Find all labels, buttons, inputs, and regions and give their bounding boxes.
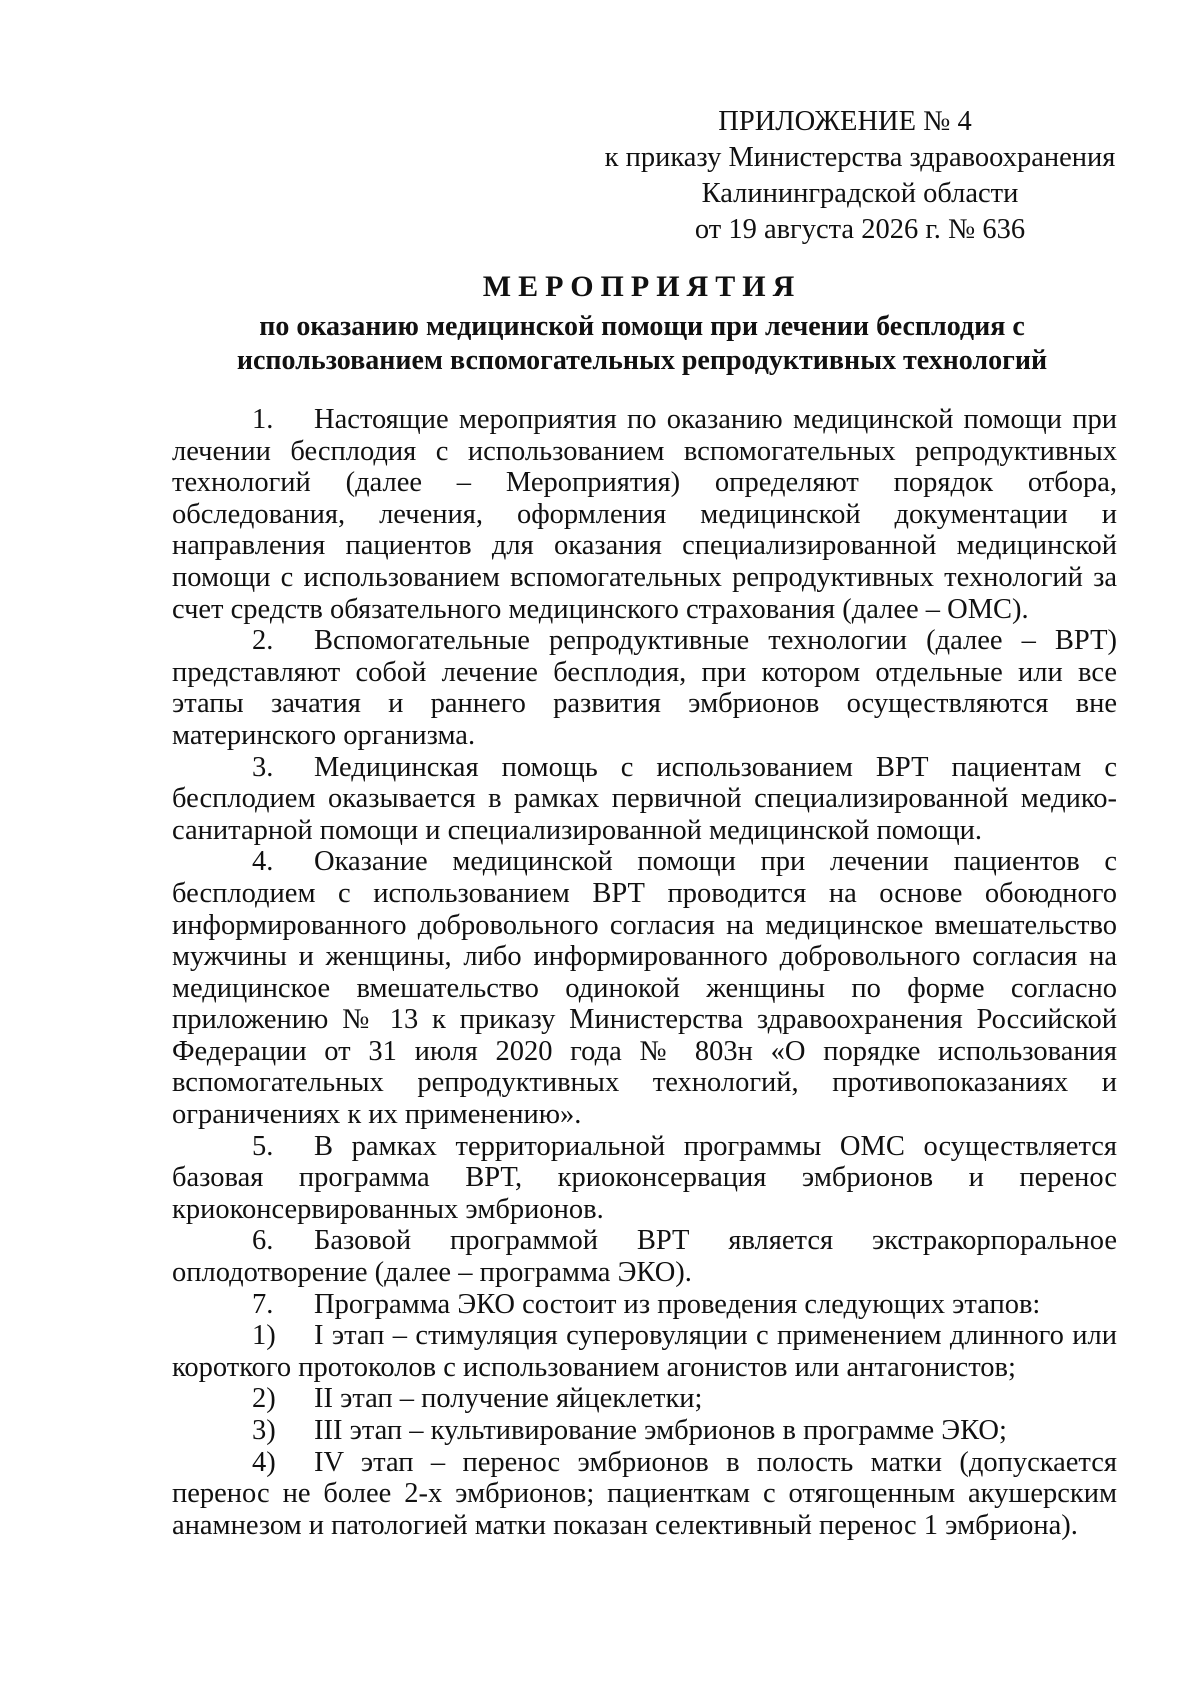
document-body xyxy=(172,404,1117,1541)
list-item-text: III этап – культивирование эмбрионов в программе ЭКО; xyxy=(314,1415,1007,1446)
paragraph xyxy=(172,752,1117,847)
paragraph-text: Медицинская помощь с использованием ВРТ пациентам с бесплодием оказывается в рамках первичной специализированной медико-санитарной помощи и специализированной медицинской помощи. xyxy=(172,751,1117,846)
appendix-order-line: к приказу Министерства здравоохранения xyxy=(604,142,1116,173)
paragraph xyxy=(172,1131,1117,1226)
list-item-number: 1) xyxy=(252,1320,276,1352)
appendix-date-line: от 19 августа 2026 г. № 636 xyxy=(694,214,1026,245)
paragraph-text: Программа ЭКО состоит из проведения следующих этапов: xyxy=(314,1288,1041,1320)
list-item xyxy=(172,1447,1117,1542)
list-item-number: 4) xyxy=(252,1446,276,1478)
paragraph xyxy=(172,404,1117,625)
paragraph-text: Оказание медицинской помощи при лечении пациентов с бесплодием с использованием ВРТ проводится на основе обоюдного информированного добровольного согласия на медицинское вмешательство мужчины и женщины, либо информированного добровольного согласия на медицинское вмешательство одинокой женщины по форме согласно приложению № 13 к приказу Министерства здравоохранения Российской Федерации от 31 июля 2020 года № 803н «О порядке использования вспомогательных репродуктивных технологий, противопоказаниях и ограничениях к их применению». xyxy=(172,846,1117,1131)
title-subtitle-line2: использованием вспомогательных репродуктивных технологий xyxy=(236,345,1048,376)
paragraph-number: 5. xyxy=(252,1130,274,1162)
paragraph xyxy=(172,625,1117,751)
list-item xyxy=(172,1415,1117,1447)
list-item-number: 2) xyxy=(252,1383,276,1415)
paragraph-text: В рамках территориальной программы ОМС осуществляется базовая программа ВРТ, криоконсервация эмбрионов и перенос криоконсервированных эмбрионов. xyxy=(172,1130,1117,1225)
appendix-label: ПРИЛОЖЕНИЕ № 4 xyxy=(718,106,972,137)
title-main: МЕРОПРИЯТИЯ xyxy=(482,270,802,303)
appendix-region-line: Калининградской области xyxy=(701,178,1019,209)
paragraph-number: 1. xyxy=(252,404,274,435)
title-subtitle-line1: по оказанию медицинской помощи при лечении бесплодия с xyxy=(259,311,1025,342)
paragraph-number: 3. xyxy=(252,751,274,783)
paragraph xyxy=(172,1225,1117,1288)
paragraph-text: Вспомогательные репродуктивные технологии (далее – ВРТ) представляют собой лечение бесплодия, при котором отдельные или все этапы зачатия и раннего развития эмбрионов осуществляются вне материнского организма. xyxy=(172,625,1117,751)
paragraph-text: Настоящие мероприятия по оказанию медицинской помощи при лечении бесплодия с использованием вспомогательных репродуктивных технологий (далее – Мероприятия) определяют порядок отбора, обследования, лечения, оформления медицинской документации и направления пациентов для оказания специализированной медицинской помощи с использованием вспомогательных репродуктивных технологий за счет средств обязательного медицинского страхования (далее – ОМС). xyxy=(172,404,1117,625)
paragraph-number: 6. xyxy=(252,1225,274,1257)
document-title xyxy=(172,270,1112,378)
paragraph-number: 4. xyxy=(252,846,274,878)
list-item xyxy=(172,1320,1117,1383)
paragraph-number: 2. xyxy=(252,625,274,657)
list-item-text: II этап – получение яйцеклетки; xyxy=(314,1383,703,1415)
paragraph-number: 7. xyxy=(252,1288,274,1320)
list-item-text: IV этап – перенос эмбрионов в полость матки (допускается перенос не более 2-х эмбрионов; пациенткам с отягощенным акушерским анамнезом и патологией матки показан селективный перенос 1 эмбриона). xyxy=(172,1446,1117,1541)
list-item-text: I этап – стимуляция суперовуляции с применением длинного или короткого протоколов с использованием агонистов или антагонистов; xyxy=(172,1320,1117,1383)
list-item xyxy=(172,1383,1117,1415)
list-item-number: 3) xyxy=(252,1415,276,1446)
paragraph xyxy=(172,1289,1117,1321)
appendix-header xyxy=(600,104,1120,248)
paragraph xyxy=(172,846,1117,1130)
paragraph-text: Базовой программой ВРТ является экстракорпоральное оплодотворение (далее – программа ЭКО). xyxy=(172,1225,1117,1289)
